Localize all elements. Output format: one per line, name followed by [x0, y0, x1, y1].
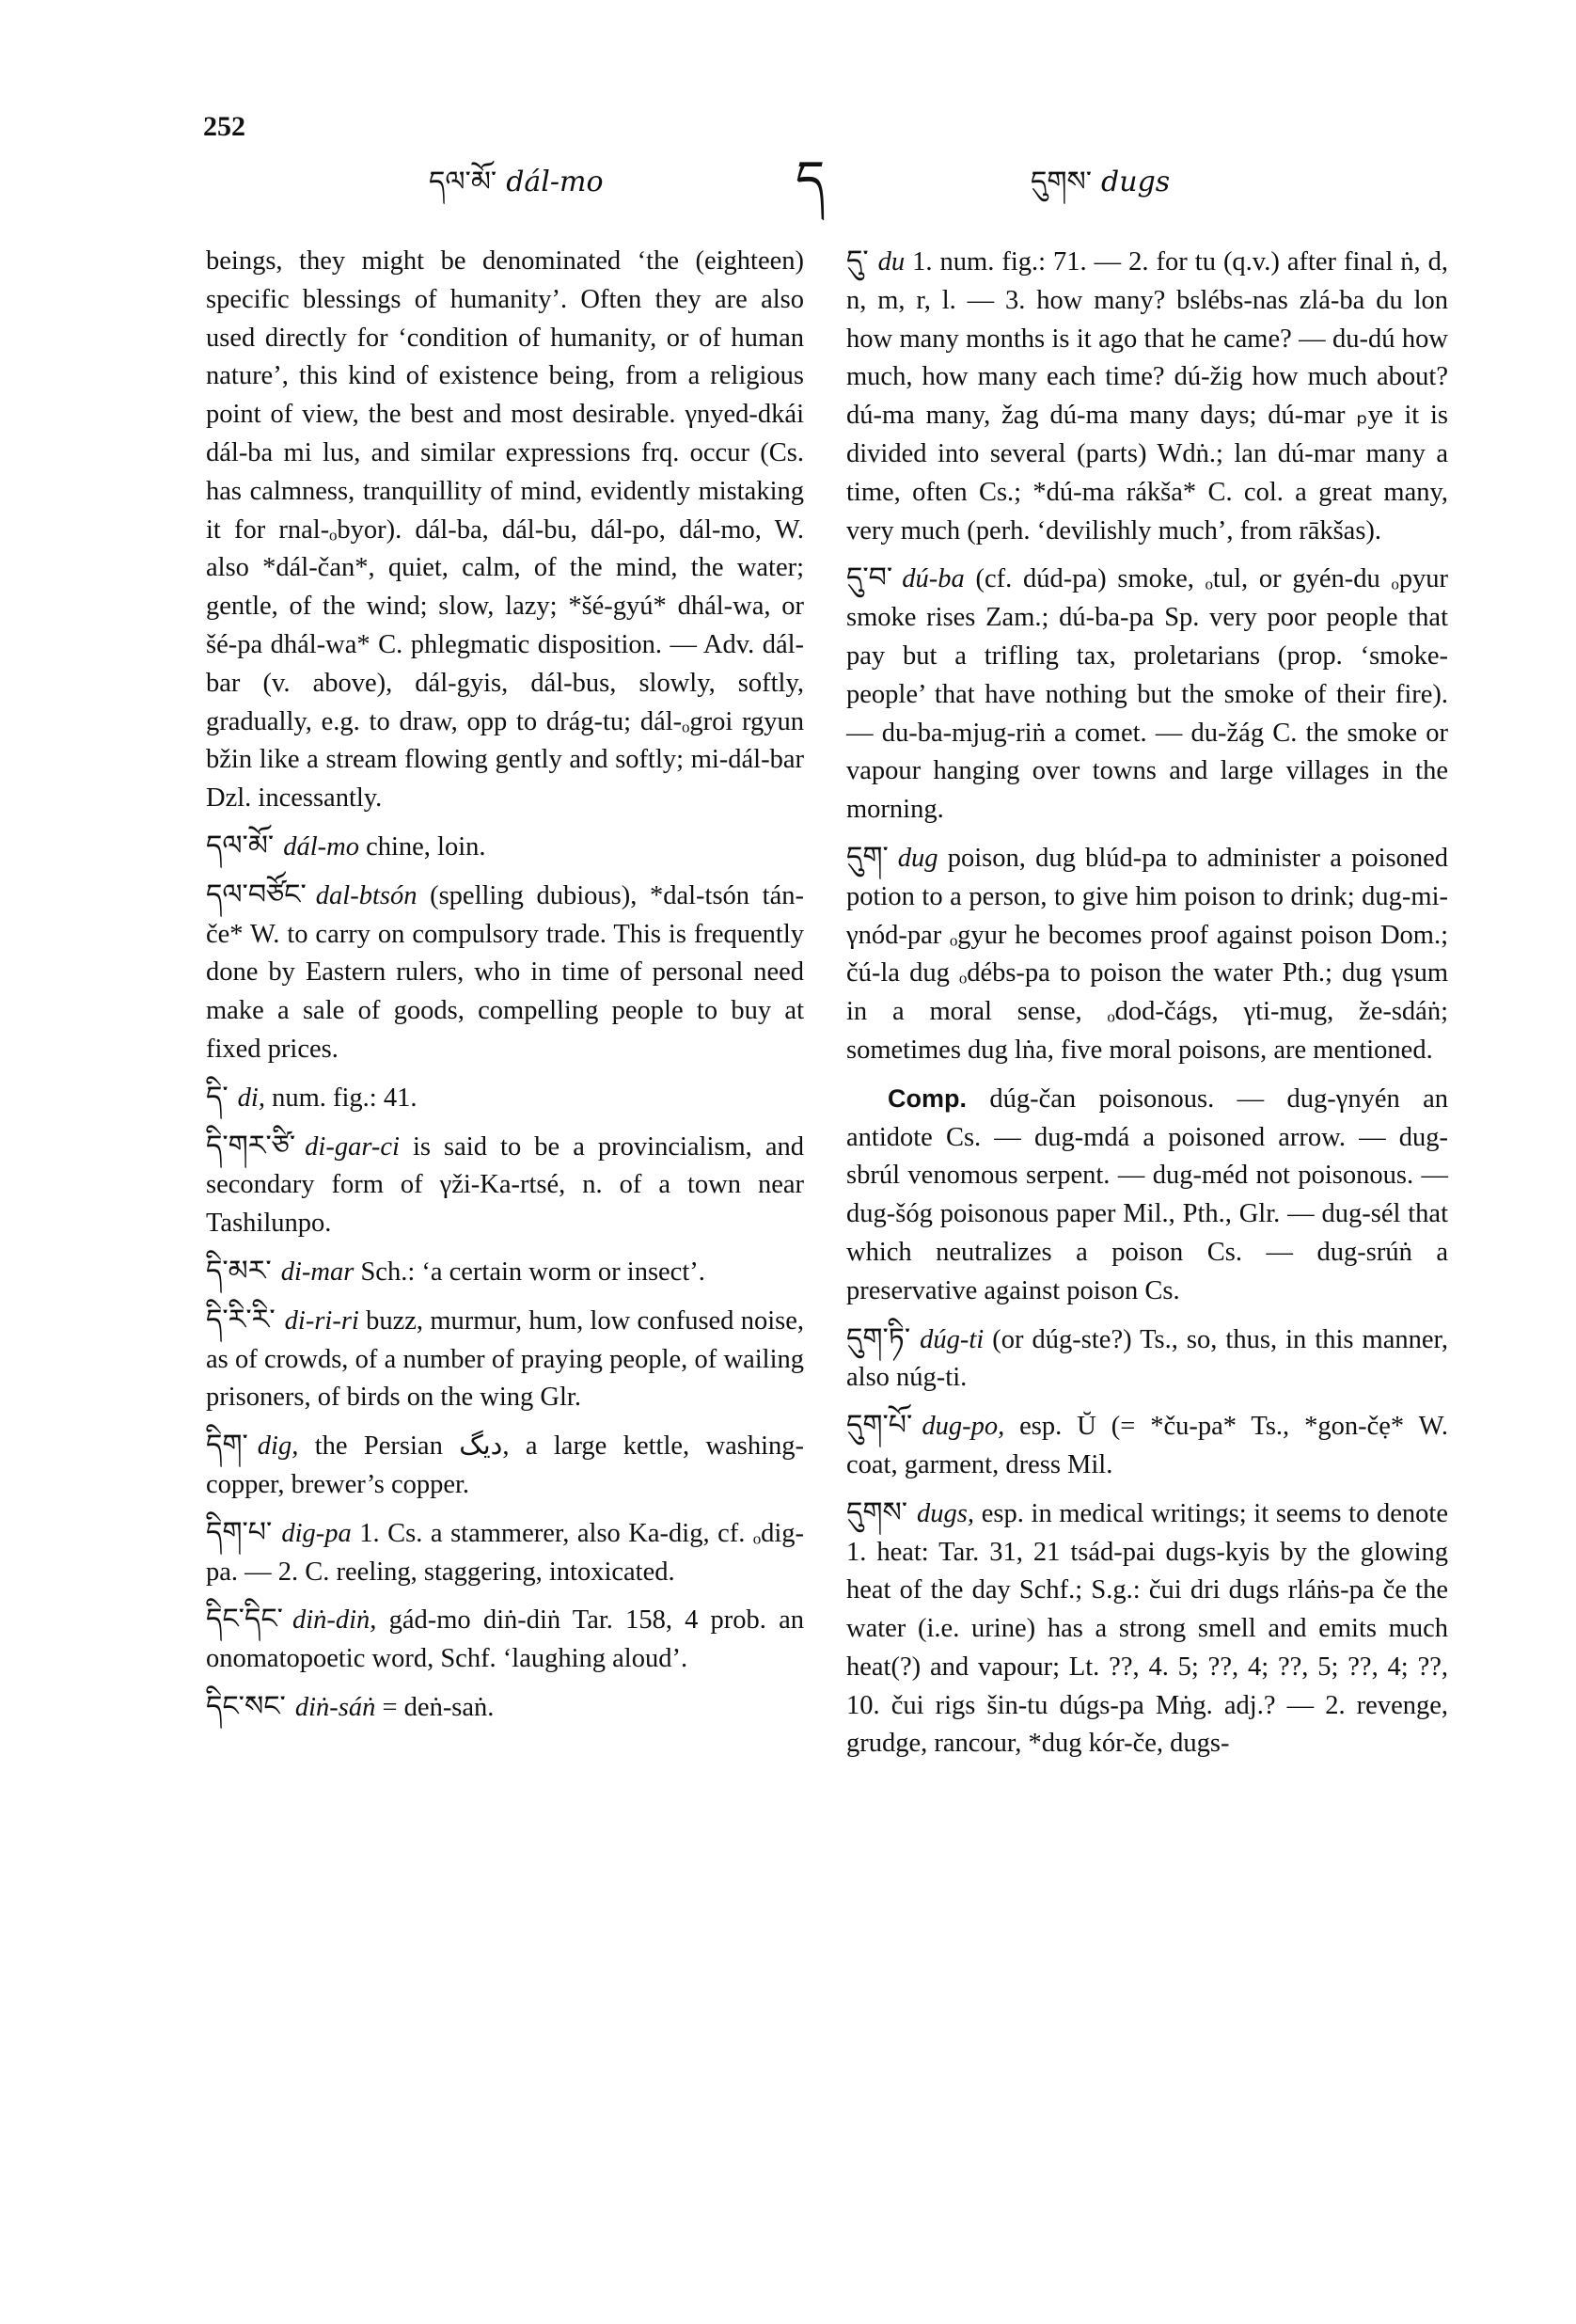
- continuation-paragraph: beings, they might be denominated ‘the (eighteen) specific blessings of humanity’. Often they are also used directly for ‘condition of humanity, or of human nature’, this kind of existence being, from a religious point of view, the best and most desirable. γnyed-dkái dál-ba mi lus, and similar expressions frq. occur (Cs. has calmness, tranquillity of mind, evidently mistaking it for rnal-ₒbyor). dál-ba, dál-bu, dál-po, dál-mo, W. also *dál-čan*, quiet, calm, of the mind, the water; gentle, of the wind; slow, lazy; *šé-gyú* dhál-wa, or šé-pa dhál-wa* C. phlegmatic disposition. — Adv. dál-bar (v. above), dál-gyis, dál-bus, slowly, softly, gradually, e.g. to draw, opp to drág-tu; dál-ₒgroi rgyun bžin like a stream flowing gently and softly; mi-dál-bar Dzl. incessantly.: [206, 246, 804, 814]
- left-column: [206, 243, 804, 1737]
- entry-headword: dúg-ti: [920, 1324, 985, 1354]
- entry-definition: esp. Ŭ (= *ču-pa* Ts., *gon-čẹ* W. coat, garment, dress Mil.: [846, 1412, 1448, 1479]
- entry-definition: = deṅ-saṅ.: [382, 1692, 495, 1722]
- entry-definition: gád-mo diṅ-diṅ Tar. 158, 4 prob. an onomatopoetic word, Schf. ‘laughing aloud’.: [206, 1605, 804, 1674]
- section-letter: ད: [796, 150, 826, 209]
- dictionary-entry: [206, 1079, 804, 1118]
- entry-definition: chine, loin.: [366, 831, 486, 862]
- entry-definition: is said to be a provincialism, and secondary form of γži-Ka-rtsé, n. of a town near Tashilunpo.: [206, 1131, 804, 1239]
- running-head-left: [429, 150, 604, 229]
- entry-definition: dúg-čan poisonous. — dug-γnyén an antidote Cs. — dug-mdá a poisoned arrow. — dug-sbrúl venomous serpent. — dug-méd not poisonous. — dug-šóg poisonous paper Mil., Pth., Glr. — dug-sél that which neutralizes a poison Cs. — dug-srúṅ a preservative against poison Cs.: [846, 1083, 1448, 1305]
- dictionary-entry: [846, 560, 1448, 830]
- entry-headword: diṅ-sáṅ: [294, 1692, 376, 1722]
- entry-tibetan-headword: དིང་དིང་: [206, 1603, 283, 1636]
- entry-tibetan-headword: དིག་པ་: [206, 1515, 273, 1549]
- running-head-right-tibetan: དུགས་: [1031, 166, 1093, 198]
- dictionary-entry: [206, 877, 804, 1069]
- dictionary-entry: [206, 1514, 804, 1592]
- dictionary-entry: [846, 1320, 1448, 1399]
- running-head-right: [1031, 150, 1170, 229]
- dictionary-entry: [206, 1688, 804, 1728]
- entry-definition: (cf. dúd-pa) smoke, ₒtul, or gyén-du ₒpyur smoke rises Zam.; dú-ba-pa Sp. very poor people that pay but a trifling tax, proletarians (prop. ‘smoke-people’ that have nothing but the smoke of their fire). — du-ba-mjug-riṅ a comet. — du-žág C. the smoke or vapour hanging over towns and large villages in the morning.: [846, 564, 1448, 825]
- dictionary-entry: [206, 1253, 804, 1292]
- running-head-right-latin: dugs: [1101, 166, 1171, 198]
- right-entry-list: [846, 243, 1448, 1763]
- entry-definition: 1. Cs. a stammerer, also Ka-dig, cf. ₒdig-pa. — 2. C. reeling, staggering, intoxicated.: [206, 1518, 805, 1587]
- entry-tibetan-headword: དུ་: [846, 245, 869, 277]
- entry-headword: dál-mo: [283, 831, 359, 862]
- dictionary-entry: [846, 1407, 1448, 1485]
- entry-definition: the Persian دیگ, a large kettle, washing-copper, brewer’s copper.: [206, 1431, 805, 1499]
- entry-headword: dig-pa: [281, 1518, 352, 1548]
- entry-headword: di-gar-ci: [305, 1131, 400, 1162]
- entry-tibetan-headword: དིག་: [206, 1429, 248, 1462]
- dictionary-entry: [846, 839, 1448, 1070]
- entry-tibetan-headword: དུག་: [846, 840, 889, 874]
- entry-definition: (spelling dubious), *dal-tsón tán-če* W. to carry on compulsory trade. This is frequently done by Eastern rulers, who in time of personal need make a sale of goods, compelling people to buy at fixed prices.: [206, 880, 804, 1064]
- entry-headword: du: [877, 247, 906, 277]
- entry-tibetan-headword: དི་གར་ཙི་: [206, 1129, 296, 1162]
- entry-tibetan-headword: དུགས་: [846, 1495, 908, 1529]
- entry-headword: dug: [897, 843, 938, 873]
- running-head-left-tibetan: དལ་མོ་: [429, 166, 497, 198]
- entry-headword: di-mar: [280, 1257, 355, 1287]
- entry-headword: di-ri-ri: [284, 1305, 359, 1336]
- running-head-left-latin: dál-mo: [506, 166, 604, 198]
- left-entry-list: [206, 828, 804, 1728]
- entry-definition: (or dúg-ste?) Ts., so, thus, in this manner, also núg-ti.: [846, 1324, 1448, 1393]
- entry-tibetan-headword: དལ་མོ་: [206, 829, 275, 862]
- dictionary-entry: [846, 1080, 1448, 1311]
- entry-tibetan-headword: དི་མར་: [206, 1254, 272, 1288]
- entry-definition: esp. in medical writings; it seems to denote 1. heat: Tar. 31, 21 tsád-pai dugs-kyis by the glowing heat of the day Schf.; S.g.: čui dri dugs rláṅs-pa če the water (i.e. urine) has a strong smell and emits much heat(?) and vapour; Lt. ??, 4. 5; ??, 4; ??, 5; ??, 4; ??, 10. čui rigs šin-tu dúgs-pa Mṅg. adj.? — 2. revenge, grudge, rancour, *dug kór-če, dugs-: [846, 1498, 1449, 1759]
- entry-tibetan-headword: དུག་ཏི་: [846, 1321, 911, 1355]
- entry-headword: Comp.: [888, 1083, 967, 1113]
- entry-headword: dugs,: [917, 1498, 975, 1528]
- entry-tibetan-headword: དུ་བ་: [846, 561, 893, 595]
- right-column: [846, 243, 1448, 1773]
- entry-tibetan-headword: དིང་སང་: [206, 1689, 286, 1723]
- entry-tibetan-headword: དལ་བཙོང་: [206, 877, 307, 911]
- entry-headword: dig,: [257, 1431, 299, 1462]
- dictionary-entry: [206, 1128, 804, 1243]
- dictionary-entry: [846, 243, 1448, 550]
- entry-headword: dú-ba: [902, 564, 965, 594]
- entry-definition: num. fig.: 41.: [272, 1083, 418, 1113]
- page-number: 252: [203, 111, 245, 142]
- dictionary-entry: [206, 1302, 804, 1417]
- entry-headword: diṅ-diṅ,: [292, 1605, 377, 1636]
- entry-tibetan-headword: དི་རི་རི་: [206, 1303, 276, 1336]
- dictionary-entry: [846, 1494, 1448, 1764]
- entry-headword: dug-po,: [922, 1412, 1005, 1442]
- dictionary-entry: [206, 828, 804, 867]
- dictionary-entry: [206, 1601, 804, 1679]
- dictionary-entry: [206, 1427, 804, 1505]
- entry-definition: poison, dug blúd-pa to administer a poisoned potion to a person, to give him poison to drink; dug-mi-γnód-par ₒgyur he becomes proof against poison Dom.; čú-la dug ₒdébs-pa to poison the water Pth.; dug γsum in a moral sense, ₒdod-čágs, γti-mug, že-sdáṅ; sometimes dug lṅa, five moral poisons, are mentioned.: [846, 843, 1448, 1065]
- entry-tibetan-headword: དི་: [206, 1080, 229, 1114]
- entry-headword: di,: [237, 1083, 265, 1113]
- entry-definition: 1. num. fig.: 71. — 2. for tu (q.v.) after final ṅ, d, n, m, r, l. — 3. how many? bslébs-nas zlá-ba du lon how many months is it ago that he came? — du-dú how much, how many each time? dú-žig how much about? dú-ma many, žag dú-ma many days; dú-mar ₚye it is divided into several (parts) Wdṅ.; lan dú-mar many a time, often Cs.; *dú-ma rákša* C. col. a great many, very much (perh. ‘devilishly much’, from rākšas).: [846, 247, 1448, 545]
- entry-headword: dal-btsón: [315, 880, 418, 910]
- entry-definition: buzz, murmur, hum, low confused noise, as of crowds, of a number of praying people, of wailing prisoners, of birds on the wing Glr.: [206, 1305, 805, 1413]
- entry-tibetan-headword: དུག་པོ་: [846, 1409, 913, 1443]
- entry-definition: Sch.: ‘a certain worm or insect’.: [360, 1257, 705, 1287]
